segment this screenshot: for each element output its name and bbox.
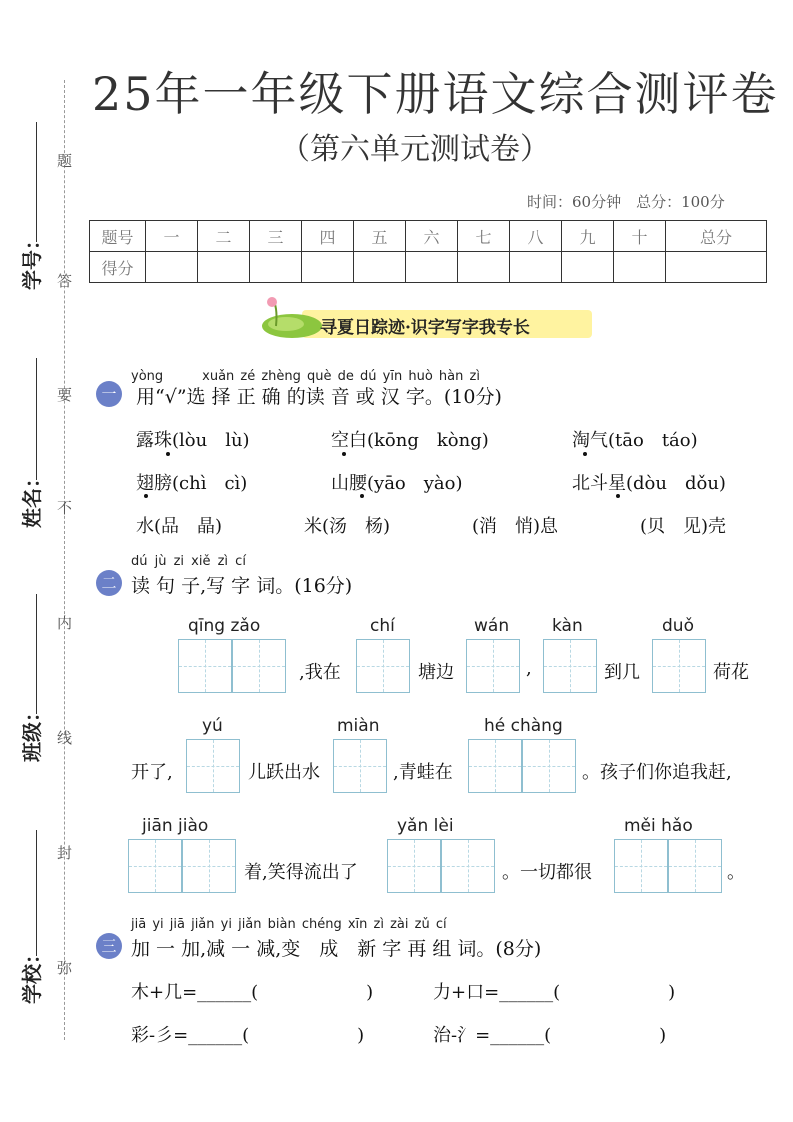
- binding-char: 内: [57, 614, 73, 632]
- emphasis-dot: [616, 494, 620, 498]
- table-cell: 三: [250, 221, 302, 252]
- choice-item[interactable]: 米(汤 杨): [304, 516, 391, 537]
- sentence-text: ,: [526, 658, 532, 679]
- writing-grid[interactable]: [232, 639, 286, 693]
- question-text: 读 句 子,写 字 词。(16分): [131, 575, 353, 597]
- table-cell: 十: [614, 221, 666, 252]
- box-pinyin: hé chàng: [484, 716, 563, 736]
- table-cell: 得分: [90, 252, 146, 283]
- sentence-text: ,青蛙在: [393, 762, 453, 783]
- writing-grid[interactable]: [466, 639, 520, 693]
- school-label: 学校：: [20, 944, 44, 1004]
- box-pinyin: kàn: [552, 616, 583, 636]
- banner-text: 寻夏日踪迹·识字写字我专长: [320, 318, 530, 338]
- sentence-text: ,我在: [299, 662, 341, 683]
- school-field[interactable]: [36, 830, 37, 956]
- writing-grid[interactable]: [182, 839, 236, 893]
- choice-item[interactable]: 山腰(yāo yào): [331, 473, 463, 494]
- writing-grid[interactable]: [333, 739, 387, 793]
- score-cell[interactable]: [354, 252, 406, 283]
- table-cell: 四: [302, 221, 354, 252]
- table-row: [90, 221, 767, 252]
- box-pinyin: miàn: [337, 716, 380, 736]
- emphasis-dot: [360, 494, 364, 498]
- choice-item[interactable]: 翅膀(chì cì): [136, 473, 248, 494]
- writing-grid[interactable]: [356, 639, 410, 693]
- box-pinyin: jiān jiào: [142, 816, 209, 836]
- choice-item[interactable]: 水(品 晶): [136, 516, 223, 537]
- question-text: 加 一 加,减 一 减,变 成 新 字 再 组 词。(8分): [131, 938, 542, 960]
- emphasis-dot: [342, 452, 346, 456]
- binding-char: 题: [57, 152, 73, 170]
- fill-blank-item[interactable]: 力+口=______( ): [433, 982, 676, 1003]
- box-pinyin: chí: [370, 616, 395, 636]
- score-cell[interactable]: [510, 252, 562, 283]
- question-number-badge: 三: [96, 933, 122, 959]
- sentence-text: 。一切都很: [502, 862, 592, 883]
- writing-grid[interactable]: [128, 839, 182, 893]
- table-cell: 五: [354, 221, 406, 252]
- binding-char: 弥: [57, 959, 73, 977]
- writing-grid[interactable]: [186, 739, 240, 793]
- sentence-text: 着,笑得流出了: [244, 862, 358, 883]
- binding-char: 不: [57, 499, 73, 517]
- sentence-text: 荷花: [713, 662, 749, 683]
- student-id-label: 学号：: [20, 230, 44, 290]
- page-title: 25年一年级下册语文综合测评卷: [92, 67, 779, 121]
- binding-char: 要: [57, 386, 73, 404]
- score-cell[interactable]: [562, 252, 614, 283]
- writing-grid[interactable]: [441, 839, 495, 893]
- table-cell: 二: [198, 221, 250, 252]
- binding-line: [64, 80, 65, 1040]
- score-cell[interactable]: [458, 252, 510, 283]
- writing-grid[interactable]: [522, 739, 576, 793]
- name-label: 姓名：: [20, 468, 44, 528]
- fill-blank-item[interactable]: 治-氵=______( ): [433, 1025, 667, 1046]
- table-cell: 一: [146, 221, 198, 252]
- exam-meta: 时间：60分钟 总分：100分: [527, 193, 725, 211]
- emphasis-dot: [166, 452, 170, 456]
- box-pinyin: wán: [474, 616, 510, 636]
- sentence-text: 塘边: [418, 662, 454, 683]
- sentence-text: 儿跃出水: [248, 762, 320, 783]
- question-number-badge: 一: [96, 381, 122, 407]
- writing-grid[interactable]: [614, 839, 668, 893]
- question-pinyin: dú jù zi xiě zì cí: [131, 554, 246, 569]
- choice-item[interactable]: 北斗星(dòu dǒu): [572, 473, 726, 494]
- emphasis-dot: [144, 494, 148, 498]
- binding-char: 答: [57, 272, 73, 290]
- writing-grid[interactable]: [387, 839, 441, 893]
- name-field[interactable]: [36, 358, 37, 480]
- question-number-badge: 二: [96, 570, 122, 596]
- writing-grid[interactable]: [668, 839, 722, 893]
- score-cell[interactable]: [198, 252, 250, 283]
- fill-blank-item[interactable]: 彩-彡=______( ): [131, 1025, 365, 1046]
- score-cell[interactable]: [614, 252, 666, 283]
- box-pinyin: měi hǎo: [624, 816, 693, 836]
- sentence-text: 开了,: [131, 762, 173, 783]
- box-pinyin: duǒ: [662, 616, 694, 636]
- choice-item[interactable]: 露珠(lòu lù): [136, 430, 250, 451]
- table-cell: 总分: [666, 221, 767, 252]
- box-pinyin: yǎn lèi: [397, 816, 454, 836]
- question-text: 用“√”选 择 正 确 的读 音 或 汉 字。(10分): [136, 386, 502, 408]
- score-cell[interactable]: [302, 252, 354, 283]
- class-label: 班级：: [20, 702, 44, 762]
- choice-item[interactable]: (消 悄)息: [472, 516, 559, 537]
- sentence-text: 。孩子们你追我赶,: [582, 762, 732, 783]
- student-id-field[interactable]: [36, 122, 37, 242]
- sentence-text: 到几: [604, 662, 640, 683]
- score-cell[interactable]: [406, 252, 458, 283]
- table-row: [90, 252, 767, 283]
- table-cell: 九: [562, 221, 614, 252]
- question-pinyin: yòng xuǎn zé zhèng què de dú yīn huò hàn zì: [131, 369, 480, 384]
- table-cell: 八: [510, 221, 562, 252]
- question-pinyin: jiā yi jiā jiǎn yi jiǎn biàn chéng xīn zì zài zǔ cí: [131, 917, 447, 932]
- table-cell: 六: [406, 221, 458, 252]
- fill-blank-item[interactable]: 木+几=______( ): [131, 982, 374, 1003]
- emphasis-dot: [583, 452, 587, 456]
- writing-grid[interactable]: [468, 739, 522, 793]
- class-field[interactable]: [36, 594, 37, 714]
- binding-char: 封: [57, 844, 73, 862]
- score-cell[interactable]: [250, 252, 302, 283]
- table-cell: 七: [458, 221, 510, 252]
- box-pinyin: qīng zǎo: [188, 616, 261, 636]
- table-cell: 题号: [90, 221, 146, 252]
- binding-char: 线: [57, 729, 73, 747]
- page-subtitle: （第六单元测试卷）: [280, 132, 550, 167]
- score-cell[interactable]: [146, 252, 198, 283]
- writing-grid[interactable]: [652, 639, 706, 693]
- box-pinyin: yú: [202, 716, 223, 736]
- sentence-text: 。: [727, 862, 745, 883]
- choice-item[interactable]: 淘气(tāo táo): [572, 430, 698, 451]
- writing-grid[interactable]: [543, 639, 597, 693]
- choice-item[interactable]: 空白(kōng kòng): [331, 430, 489, 451]
- writing-grid[interactable]: [178, 639, 232, 693]
- choice-item[interactable]: (贝 见)壳: [640, 516, 727, 537]
- score-cell[interactable]: [666, 252, 767, 283]
- score-table: [89, 220, 767, 283]
